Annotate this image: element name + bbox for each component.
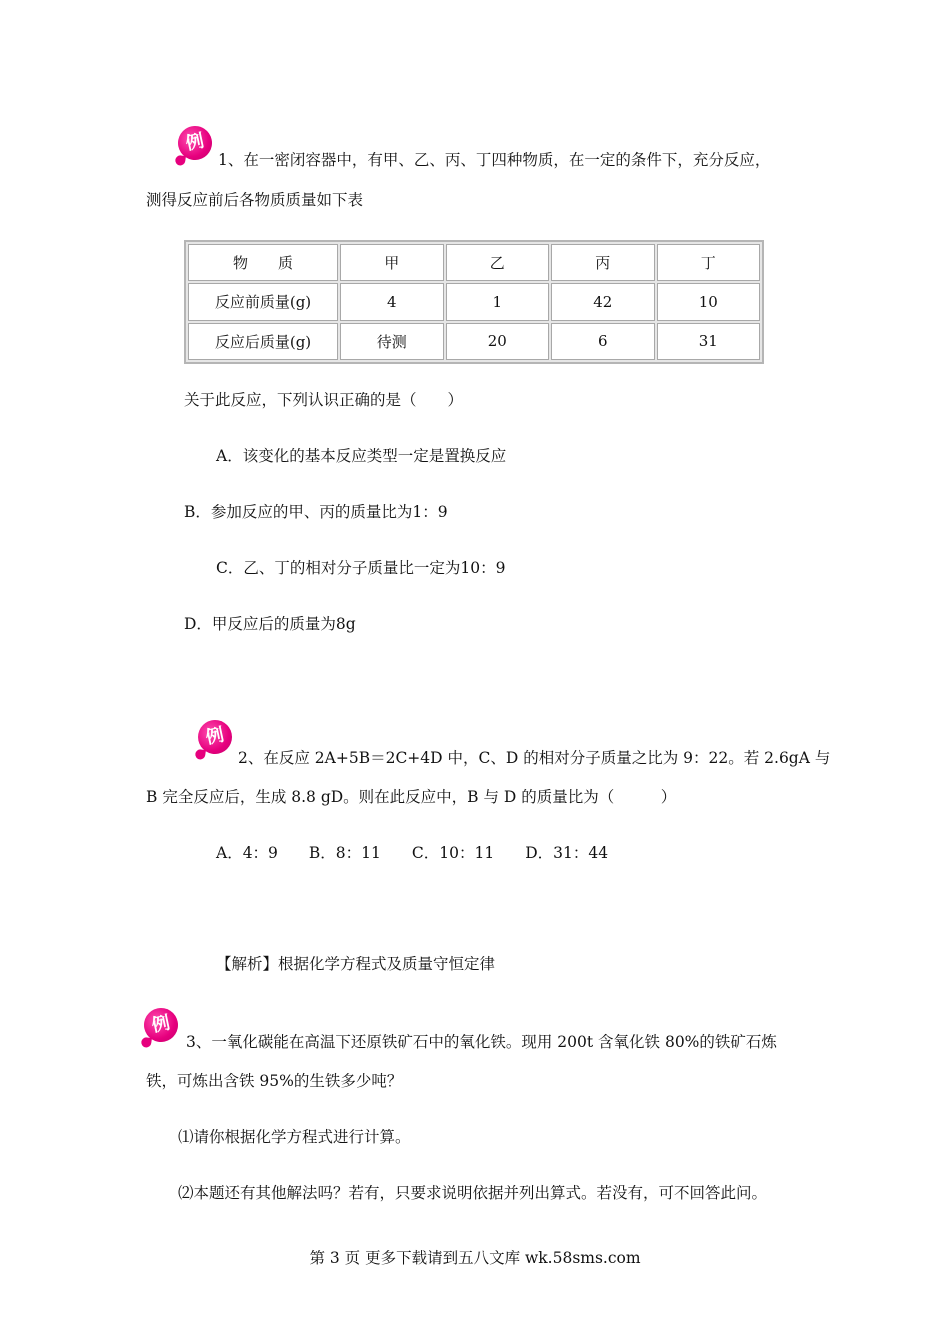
- q1-option-a: A．该变化的基本反应类型一定是置换反应: [216, 447, 507, 465]
- table-cell: 丁: [657, 244, 761, 281]
- page-footer: 第 3 页 更多下载请到五八文库 wk.58sms.com: [309, 1249, 641, 1267]
- table-header-row: [188, 244, 760, 281]
- table-cell: 反应前质量(g): [188, 283, 338, 320]
- q2-analysis: 【解析】根据化学方程式及质量守恒定律: [216, 955, 496, 973]
- q3-text-line2: 铁，可炼出含铁 95%的生铁多少吨？: [146, 1072, 403, 1090]
- q1-text-line1: 1、在一密闭容器中，有甲、乙、丙、丁四种物质，在一定的条件下，充分反应，: [218, 151, 771, 169]
- table-row: [188, 323, 760, 360]
- q2-text-line1: 2、在反应 2A+5B＝2C+4D 中，C、D 的相对分子质量之比为 9：22。若 2.6gA 与: [238, 749, 831, 767]
- table-row: [188, 283, 760, 320]
- q1-option-c: C．乙、丁的相对分子质量比一定为10：9: [216, 559, 506, 577]
- table-cell: 4: [340, 283, 444, 320]
- table-cell: 丙: [551, 244, 655, 281]
- table-cell: 待测: [340, 323, 444, 360]
- table-cell: 物 质: [188, 244, 338, 281]
- table-cell: 6: [551, 323, 655, 360]
- example-badge-icon: 例: [175, 123, 215, 163]
- table-cell: 乙: [446, 244, 550, 281]
- q2-text-line2: B 完全反应后，生成 8.8 gD。则在此反应中，B 与 D 的质量比为（ ）: [146, 788, 677, 806]
- mass-table: [184, 240, 764, 364]
- q1-text-line2: 测得反应前后各物质质量如下表: [146, 191, 364, 209]
- example-badge-icon: 例: [141, 1005, 181, 1045]
- q2-options: A．4：9 B．8：11 C．10：11 D．31：44: [216, 844, 609, 862]
- example-badge-icon: 例: [195, 717, 235, 757]
- q1-option-d: D．甲反应后的质量为8g: [184, 615, 356, 633]
- table-cell: 1: [446, 283, 550, 320]
- q1-question: 关于此反应，下列认识正确的是（ ）: [184, 391, 464, 409]
- q1-option-b: B．参加反应的甲、丙的质量比为1：9: [184, 503, 448, 521]
- table-cell: 反应后质量(g): [188, 323, 338, 360]
- table-cell: 10: [657, 283, 761, 320]
- table-cell: 甲: [340, 244, 444, 281]
- table-cell: 42: [551, 283, 655, 320]
- table-cell: 20: [446, 323, 550, 360]
- q3-sub1: ⑴请你根据化学方程式进行计算。: [178, 1128, 411, 1146]
- q3-sub2: ⑵本题还有其他解法吗？若有，只要求说明依据并列出算式。若没有，可不回答此问。: [178, 1184, 768, 1202]
- q3-text-line1: 3、一氧化碳能在高温下还原铁矿石中的氧化铁。现用 200t 含氧化铁 80%的铁矿石炼: [186, 1033, 777, 1051]
- table-cell: 31: [657, 323, 761, 360]
